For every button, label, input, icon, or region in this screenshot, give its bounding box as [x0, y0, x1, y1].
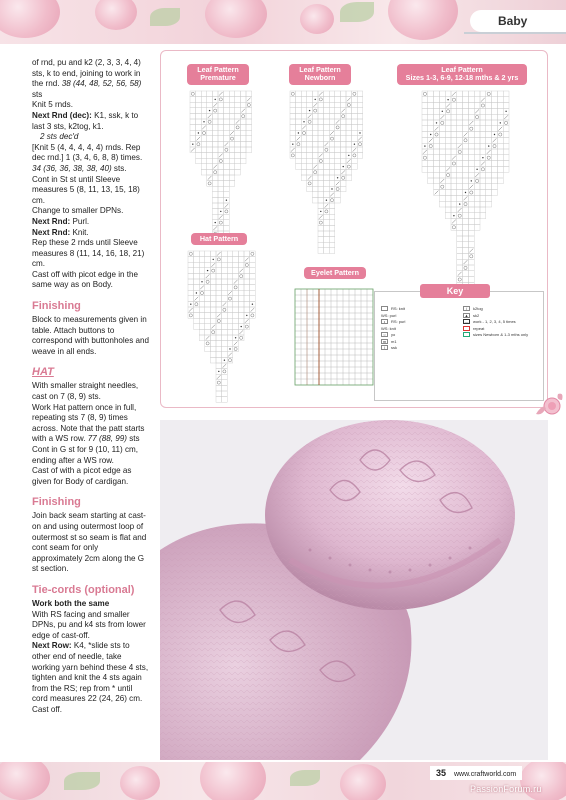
- leaf-newborn-title: Leaf Pattern Newborn: [289, 64, 351, 85]
- hat-pattern-title: Hat Pattern: [191, 233, 247, 245]
- site-link[interactable]: www.craftworld.com: [453, 771, 517, 778]
- leaf-sizes-chart: [391, 87, 541, 309]
- leaf-premature-title: Leaf Pattern Premature: [187, 64, 249, 85]
- eyelet-pattern-title: Eyelet Pattern: [304, 267, 366, 279]
- key-list-right: / k2tog ▲ sk2 — work - 1, 2, 3, 4, 5 times repeat sizes Newborn & 1-3 mths only: [464, 306, 529, 337]
- page-number: 35: [436, 768, 447, 778]
- hat-pattern-chart: [179, 247, 265, 405]
- section-tab: Baby: [470, 10, 566, 32]
- instructions-column: of rnd, pu and k2 (2, 3, 3, 4, 4) sts, k to end, joining to work in the rnd. 38 (44, 48, 52, 56, 58) sts Knit 5 rnds. Next Rnd (dec): K1, ssk, k to last 3 sts, k2tog, k1. 2 sts dec'd [Knit 5 (4, 4, 4, 4, 4) rnds. Rep dec rnd.] 1 (3, 4, 6, 8, 8) times. 34 (36, 36, 38, 38, 40) sts. Cont in St st until Sleeve measures 5 (8, 11, 13, 15, 18) cm. Change to smaller DPNs. Next Rnd: Purl. Next Rnd: Knit. Rep these 2 rnds until Sleeve measures 8 (11, 14, 16, 18, 21) cm. Cast off with picot edge in the same way as on Body. Finishing Block to measurements given in table. Attach buttons to correspond with buttonholes and weave in all ends. HAT With smaller straight needles, cast on 7 (8, 9) sts. Work Hat pattern once in full, repeating sts 7 (8, 9) times across. Note that the patt starts with a WS row. 77 (88, 99) sts Cont in G st for 9 (10, 11) cm, ending after a WS row. Cast of with a picot edge as given for Body of cardigan. Finishing Join back seam starting at cast-on and using outermost loop of outermost st so seam is flat and cont seam for only approximately 2cm along the G st section. Tie-cords (optional) Work both the same With RS facing and smaller DPNs, pu and k4 sts from lower edge of cast-off. Next Row: K4, *slide sts to other end of needle, take working yarn behind these 4 sts, tighten and knit the 4 sts again from the RS; rep from * until cord measures 22 (24, 26) cm. Cast off.: [32, 58, 149, 714]
- product-photo: [160, 420, 548, 760]
- key-title: Key: [420, 284, 490, 298]
- leaf-newborn-chart: [285, 87, 367, 283]
- finishing-heading-2: Finishing: [32, 496, 81, 509]
- chart-key: [374, 286, 544, 401]
- watermark-text: PassionForum.ru: [470, 784, 542, 794]
- rose-ornament-icon: [532, 388, 566, 422]
- tiecords-heading: Tie-cords (optional): [32, 583, 135, 596]
- eyelet-pattern-chart: [289, 285, 379, 397]
- page-footer: [430, 766, 522, 780]
- hat-heading: HAT: [32, 366, 54, 379]
- chart-panel: [160, 50, 548, 408]
- finishing-heading: Finishing: [32, 300, 81, 313]
- leaf-sizes-title: Leaf Pattern Sizes 1-3, 6-9, 12-18 mths & 2 yrs: [397, 64, 527, 85]
- knitted-hat-illustration: [160, 420, 548, 760]
- key-list-left: RS: knit WS: purl • RS: purl WS: knit ○ yo m m1 \ ssk: [381, 306, 406, 351]
